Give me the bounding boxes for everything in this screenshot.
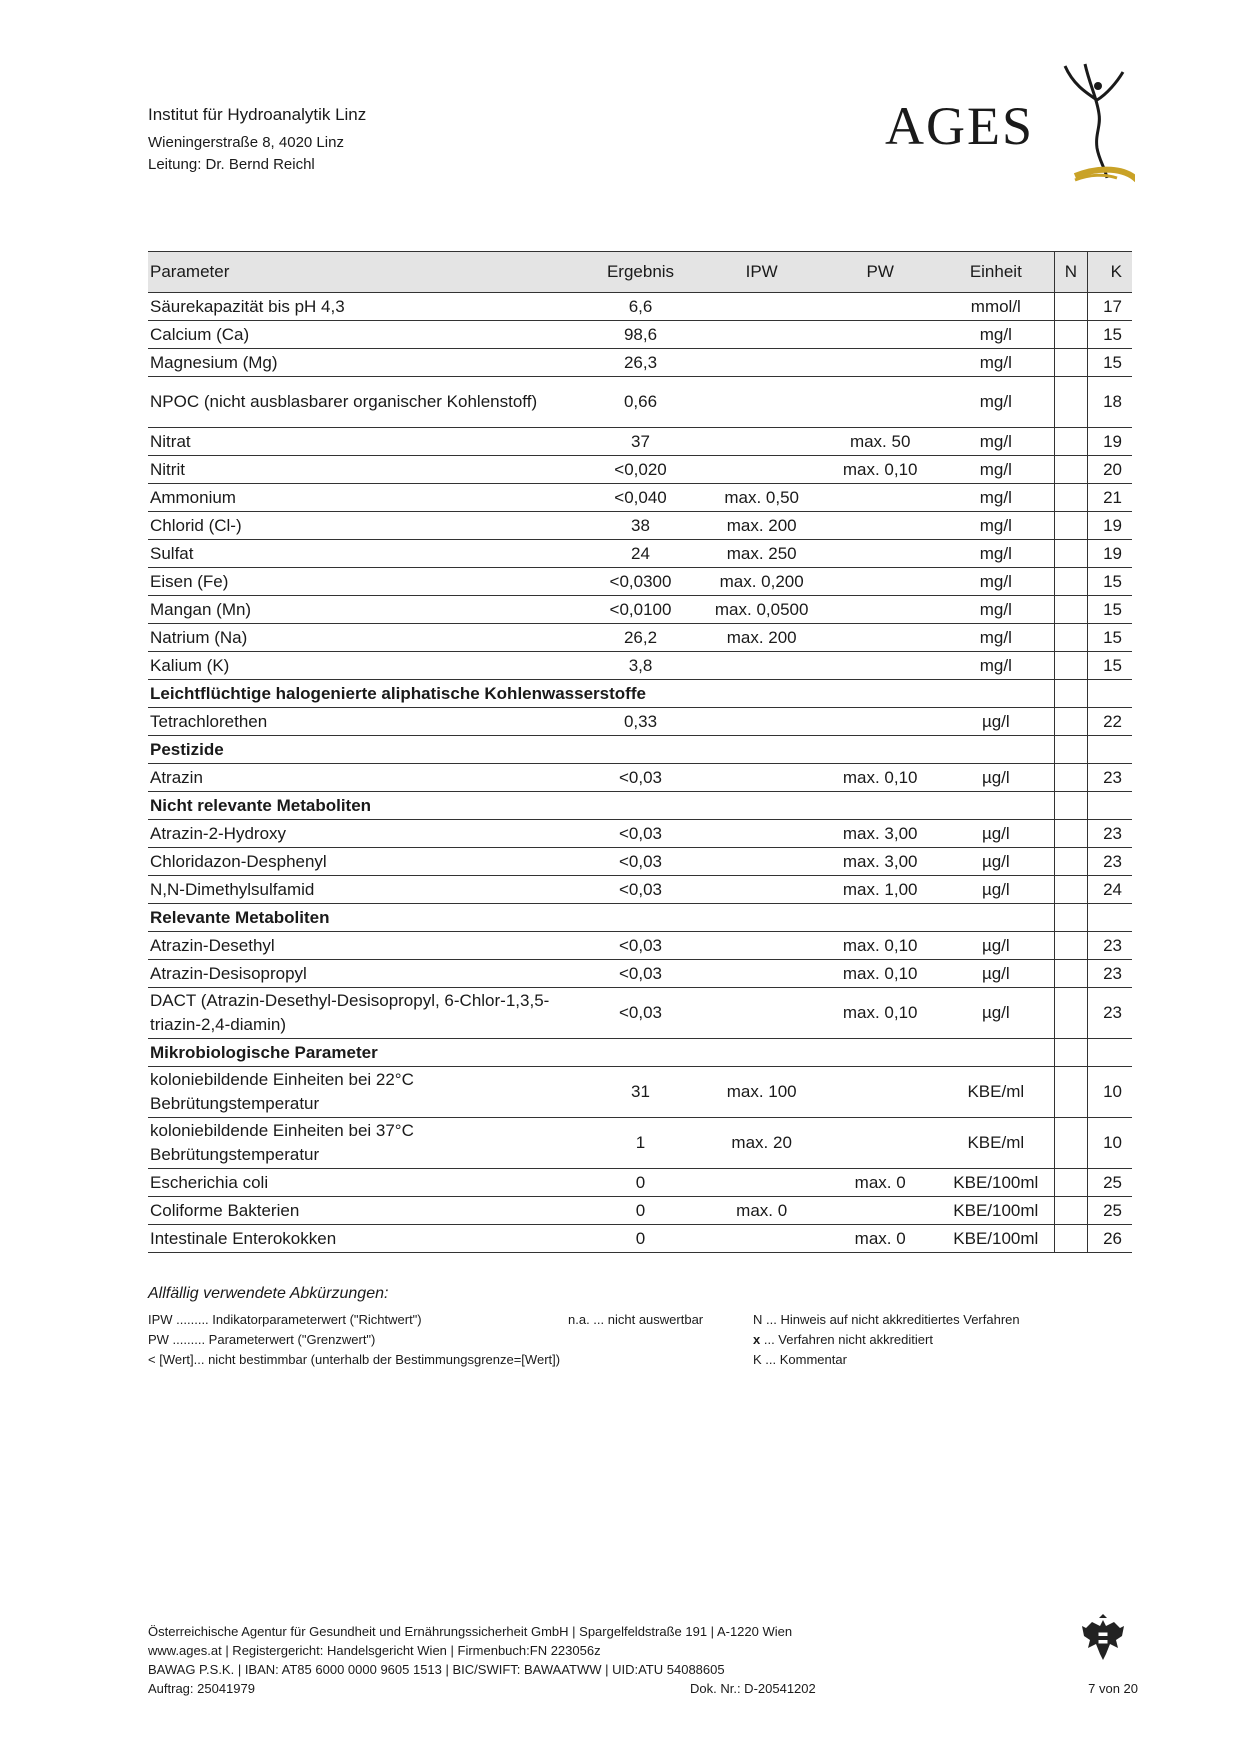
cell-n xyxy=(1054,1039,1088,1067)
cell-pw: max. 1,00 xyxy=(822,876,938,904)
cell-result: 0 xyxy=(580,1225,701,1253)
table-row xyxy=(148,876,1132,904)
footer-bank: BAWAG P.S.K. | IBAN: AT85 6000 0000 9605 1513 | BIC/SWIFT: BAWAATWW | UID:ATU 54088605 xyxy=(148,1662,725,1677)
section-title: Leichtflüchtige halogenierte aliphatische Kohlenwasserstoffe xyxy=(148,680,1054,708)
cell-k: 19 xyxy=(1088,512,1132,540)
cell-ipw: max. 0,50 xyxy=(701,484,822,512)
cell-unit: µg/l xyxy=(938,708,1054,736)
cell-unit: µg/l xyxy=(938,932,1054,960)
cell-parameter: DACT (Atrazin-Desethyl-Desisopropyl, 6-Chlor-1,3,5-triazin-2,4-diamin) xyxy=(148,988,580,1039)
cell-parameter: Atrazin-Desethyl xyxy=(148,932,580,960)
table-row xyxy=(148,596,1132,624)
table-row xyxy=(148,1067,1132,1118)
cell-unit: KBE/100ml xyxy=(938,1169,1054,1197)
cell-ipw xyxy=(701,428,822,456)
abbrev-na: n.a. ... nicht auswertbar xyxy=(568,1312,704,1327)
cell-parameter: Escherichia coli xyxy=(148,1169,580,1197)
cell-ipw xyxy=(701,1169,822,1197)
cell-n xyxy=(1054,764,1088,792)
cell-unit: mg/l xyxy=(938,321,1054,349)
cell-result: 1 xyxy=(580,1118,701,1169)
cell-ipw: max. 0,0500 xyxy=(701,596,822,624)
cell-k: 22 xyxy=(1088,708,1132,736)
cell-ipw: max. 250 xyxy=(701,540,822,568)
cell-ipw xyxy=(701,708,822,736)
cell-n xyxy=(1054,568,1088,596)
abbrev-n: N ... Hinweis auf nicht akkreditiertes Verfahren xyxy=(753,1312,1020,1327)
abbrev-x xyxy=(753,1330,1020,1350)
table-row xyxy=(148,652,1132,680)
column-header-n: N xyxy=(1054,252,1088,293)
cell-pw xyxy=(822,708,938,736)
abbrev-lt: < [Wert]... nicht bestimmbar (unterhalb der Bestimmungsgrenze=[Wert]) xyxy=(148,1352,561,1367)
cell-unit: KBE/100ml xyxy=(938,1225,1054,1253)
cell-n xyxy=(1054,321,1088,349)
cell-result: 31 xyxy=(580,1067,701,1118)
table-row xyxy=(148,349,1132,377)
cell-unit: mg/l xyxy=(938,624,1054,652)
cell-k: 15 xyxy=(1088,568,1132,596)
cell-n xyxy=(1054,484,1088,512)
column-header-parameter: Parameter xyxy=(148,252,580,293)
cell-ipw xyxy=(701,848,822,876)
cell-pw: max. 3,00 xyxy=(822,820,938,848)
cell-parameter: Tetrachlorethen xyxy=(148,708,580,736)
section-header-row xyxy=(148,792,1132,820)
cell-n xyxy=(1054,708,1088,736)
cell-pw xyxy=(822,596,938,624)
cell-k: 18 xyxy=(1088,377,1132,428)
cell-parameter: Eisen (Fe) xyxy=(148,568,580,596)
cell-ipw: max. 0,200 xyxy=(701,568,822,596)
section-title: Mikrobiologische Parameter xyxy=(148,1039,1054,1067)
cell-n xyxy=(1054,456,1088,484)
cell-k: 23 xyxy=(1088,764,1132,792)
cell-result: <0,03 xyxy=(580,932,701,960)
cell-k: 10 xyxy=(1088,1118,1132,1169)
cell-pw: max. 0,10 xyxy=(822,932,938,960)
ages-logo xyxy=(885,56,1135,206)
cell-k xyxy=(1088,904,1132,932)
footer-order: Auftrag: 25041979 xyxy=(148,1681,255,1696)
cell-result: <0,03 xyxy=(580,876,701,904)
cell-pw xyxy=(822,484,938,512)
table-row xyxy=(148,484,1132,512)
table-row xyxy=(148,1197,1132,1225)
letterhead xyxy=(148,104,366,176)
cell-parameter: Atrazin xyxy=(148,764,580,792)
cell-pw xyxy=(822,1118,938,1169)
table-row xyxy=(148,708,1132,736)
column-header-k: K xyxy=(1088,252,1132,293)
cell-result: <0,040 xyxy=(580,484,701,512)
cell-parameter: Intestinale Enterokokken xyxy=(148,1225,580,1253)
column-header-ipw: IPW xyxy=(701,252,822,293)
cell-n xyxy=(1054,820,1088,848)
cell-result: <0,0300 xyxy=(580,568,701,596)
cell-k xyxy=(1088,680,1132,708)
table-row xyxy=(148,568,1132,596)
cell-parameter: Mangan (Mn) xyxy=(148,596,580,624)
cell-ipw xyxy=(701,349,822,377)
cell-n xyxy=(1054,377,1088,428)
table-row xyxy=(148,540,1132,568)
cell-result: 98,6 xyxy=(580,321,701,349)
cell-result: <0,03 xyxy=(580,988,701,1039)
abbrev-x-mark: x xyxy=(753,1332,761,1347)
table-row xyxy=(148,377,1132,428)
table-row xyxy=(148,512,1132,540)
cell-n xyxy=(1054,1197,1088,1225)
cell-k xyxy=(1088,792,1132,820)
cell-pw xyxy=(822,321,938,349)
cell-unit: mg/l xyxy=(938,377,1054,428)
cell-pw: max. 3,00 xyxy=(822,848,938,876)
cell-parameter: Sulfat xyxy=(148,540,580,568)
cell-n xyxy=(1054,1169,1088,1197)
cell-pw xyxy=(822,1067,938,1118)
cell-unit: mg/l xyxy=(938,512,1054,540)
cell-k: 21 xyxy=(1088,484,1132,512)
cell-parameter: Natrium (Na) xyxy=(148,624,580,652)
table-row xyxy=(148,960,1132,988)
footer-company: Österreichische Agentur für Gesundheit und Ernährungssicherheit GmbH | Spargelfeldstraße 191 | A-1220 Wien xyxy=(148,1624,793,1639)
section-title: Nicht relevante Metaboliten xyxy=(148,792,1054,820)
cell-k: 10 xyxy=(1088,1067,1132,1118)
cell-pw xyxy=(822,540,938,568)
cell-k: 19 xyxy=(1088,540,1132,568)
cell-result: 0,66 xyxy=(580,377,701,428)
cell-ipw xyxy=(701,960,822,988)
cell-ipw xyxy=(701,932,822,960)
cell-result: 0,33 xyxy=(580,708,701,736)
column-header-pw: PW xyxy=(822,252,938,293)
column-header-unit: Einheit xyxy=(938,252,1054,293)
cell-k: 26 xyxy=(1088,1225,1132,1253)
cell-unit: µg/l xyxy=(938,820,1054,848)
cell-pw xyxy=(822,349,938,377)
cell-result: 38 xyxy=(580,512,701,540)
cell-ipw: max. 200 xyxy=(701,624,822,652)
cell-ipw xyxy=(701,377,822,428)
table-row xyxy=(148,1169,1132,1197)
cell-parameter: N,N-Dimethylsulfamid xyxy=(148,876,580,904)
cell-n xyxy=(1054,624,1088,652)
ages-logo-text: AGES xyxy=(885,96,1035,156)
abbreviations-legend xyxy=(148,1284,1128,1367)
cell-parameter: Ammonium xyxy=(148,484,580,512)
cell-result: 3,8 xyxy=(580,652,701,680)
cell-parameter: koloniebildende Einheiten bei 37°C Bebrütungstemperatur xyxy=(148,1118,580,1169)
page-number: 7 von 20 xyxy=(1088,1681,1138,1696)
cell-n xyxy=(1054,960,1088,988)
cell-ipw: max. 0 xyxy=(701,1197,822,1225)
abbrev-k: K ... Kommentar xyxy=(753,1352,847,1367)
cell-pw xyxy=(822,1197,938,1225)
results-table xyxy=(148,251,1132,1253)
cell-pw: max. 0 xyxy=(822,1169,938,1197)
cell-unit: KBE/ml xyxy=(938,1067,1054,1118)
cell-pw: max. 50 xyxy=(822,428,938,456)
table-row xyxy=(148,820,1132,848)
cell-k: 17 xyxy=(1088,293,1132,321)
cell-unit: mg/l xyxy=(938,652,1054,680)
section-header-row xyxy=(148,904,1132,932)
cell-ipw: max. 100 xyxy=(701,1067,822,1118)
cell-result: <0,03 xyxy=(580,820,701,848)
cell-ipw xyxy=(701,876,822,904)
cell-ipw xyxy=(701,652,822,680)
cell-unit: KBE/100ml xyxy=(938,1197,1054,1225)
cell-ipw xyxy=(701,456,822,484)
abbrev-pw: PW ......... Parameterwert ("Grenzwert") xyxy=(148,1332,376,1347)
cell-unit: mg/l xyxy=(938,568,1054,596)
cell-result: 26,2 xyxy=(580,624,701,652)
cell-unit: µg/l xyxy=(938,988,1054,1039)
cell-ipw: max. 200 xyxy=(701,512,822,540)
institute-name: Institut für Hydroanalytik Linz xyxy=(148,105,367,124)
cell-pw: max. 0,10 xyxy=(822,764,938,792)
cell-k: 15 xyxy=(1088,596,1132,624)
cell-result: 24 xyxy=(580,540,701,568)
cell-n xyxy=(1054,792,1088,820)
cell-parameter: Nitrit xyxy=(148,456,580,484)
table-row xyxy=(148,293,1132,321)
cell-ipw xyxy=(701,988,822,1039)
cell-n xyxy=(1054,680,1088,708)
cell-unit: mmol/l xyxy=(938,293,1054,321)
cell-n xyxy=(1054,293,1088,321)
cell-n xyxy=(1054,932,1088,960)
cell-parameter: Atrazin-Desisopropyl xyxy=(148,960,580,988)
cell-unit: mg/l xyxy=(938,456,1054,484)
cell-n xyxy=(1054,848,1088,876)
table-row xyxy=(148,428,1132,456)
cell-parameter: NPOC (nicht ausblasbarer organischer Kohlenstoff) xyxy=(148,377,580,428)
cell-unit: mg/l xyxy=(938,428,1054,456)
section-header-row xyxy=(148,680,1132,708)
cell-k: 15 xyxy=(1088,652,1132,680)
table-row xyxy=(148,321,1132,349)
cell-k: 15 xyxy=(1088,349,1132,377)
cell-n xyxy=(1054,540,1088,568)
section-title: Relevante Metaboliten xyxy=(148,904,1054,932)
cell-ipw xyxy=(701,820,822,848)
table-row xyxy=(148,456,1132,484)
austrian-eagle-icon xyxy=(1080,1614,1126,1664)
abbrev-x-text: ... Verfahren nicht akkreditiert xyxy=(760,1332,933,1347)
cell-result: <0,03 xyxy=(580,764,701,792)
cell-result: 26,3 xyxy=(580,349,701,377)
cell-n xyxy=(1054,349,1088,377)
cell-parameter: Calcium (Ca) xyxy=(148,321,580,349)
abbrev-ipw: IPW ......... Indikatorparameterwert ("Richtwert") xyxy=(148,1312,422,1327)
cell-n xyxy=(1054,876,1088,904)
cell-k xyxy=(1088,1039,1132,1067)
cell-n xyxy=(1054,428,1088,456)
cell-k: 23 xyxy=(1088,960,1132,988)
cell-k: 25 xyxy=(1088,1197,1132,1225)
cell-unit: KBE/ml xyxy=(938,1118,1054,1169)
table-row xyxy=(148,1225,1132,1253)
cell-unit: mg/l xyxy=(938,540,1054,568)
cell-k: 19 xyxy=(1088,428,1132,456)
column-header-result: Ergebnis xyxy=(580,252,701,293)
cell-unit: µg/l xyxy=(938,960,1054,988)
cell-parameter: Chloridazon-Desphenyl xyxy=(148,848,580,876)
cell-k: 24 xyxy=(1088,876,1132,904)
footer-doc-number: Dok. Nr.: D-20541202 xyxy=(690,1681,816,1696)
cell-k: 25 xyxy=(1088,1169,1132,1197)
cell-unit: mg/l xyxy=(938,484,1054,512)
cell-k: 23 xyxy=(1088,820,1132,848)
table-row xyxy=(148,764,1132,792)
cell-parameter: Magnesium (Mg) xyxy=(148,349,580,377)
cell-pw: max. 0,10 xyxy=(822,988,938,1039)
cell-result: 6,6 xyxy=(580,293,701,321)
cell-parameter: koloniebildende Einheiten bei 22°C Bebrütungstemperatur xyxy=(148,1067,580,1118)
cell-ipw xyxy=(701,764,822,792)
cell-unit: mg/l xyxy=(938,349,1054,377)
table-row xyxy=(148,1118,1132,1169)
cell-parameter: Coliforme Bakterien xyxy=(148,1197,580,1225)
cell-unit: µg/l xyxy=(938,876,1054,904)
cell-ipw xyxy=(701,1225,822,1253)
cell-unit: mg/l xyxy=(938,596,1054,624)
cell-pw: max. 0,10 xyxy=(822,960,938,988)
table-row xyxy=(148,988,1132,1039)
cell-ipw xyxy=(701,321,822,349)
cell-parameter: Säurekapazität bis pH 4,3 xyxy=(148,293,580,321)
cell-k: 23 xyxy=(1088,932,1132,960)
cell-result: <0,03 xyxy=(580,848,701,876)
footer-register: www.ages.at | Registergericht: Handelsgericht Wien | Firmenbuch:FN 223056z xyxy=(148,1643,601,1658)
cell-ipw xyxy=(701,293,822,321)
cell-pw xyxy=(822,624,938,652)
cell-n xyxy=(1054,1225,1088,1253)
cell-k xyxy=(1088,736,1132,764)
cell-n xyxy=(1054,512,1088,540)
cell-pw xyxy=(822,377,938,428)
cell-n xyxy=(1054,652,1088,680)
abbreviations-title: Allfällig verwendete Abkürzungen: xyxy=(148,1285,389,1302)
cell-pw xyxy=(822,293,938,321)
table-row xyxy=(148,624,1132,652)
section-header-row xyxy=(148,736,1132,764)
institute-management: Leitung: Dr. Bernd Reichl xyxy=(148,156,315,173)
institute-address: Wieningerstraße 8, 4020 Linz xyxy=(148,134,344,151)
cell-pw xyxy=(822,652,938,680)
cell-parameter: Atrazin-2-Hydroxy xyxy=(148,820,580,848)
cell-pw: max. 0 xyxy=(822,1225,938,1253)
cell-k: 23 xyxy=(1088,988,1132,1039)
cell-n xyxy=(1054,904,1088,932)
cell-parameter: Chlorid (Cl-) xyxy=(148,512,580,540)
cell-n xyxy=(1054,1118,1088,1169)
cell-n xyxy=(1054,988,1088,1039)
cell-unit: µg/l xyxy=(938,764,1054,792)
cell-n xyxy=(1054,596,1088,624)
section-title: Pestizide xyxy=(148,736,1054,764)
page-footer xyxy=(148,1622,1138,1698)
cell-k: 20 xyxy=(1088,456,1132,484)
cell-pw xyxy=(822,568,938,596)
cell-pw: max. 0,10 xyxy=(822,456,938,484)
cell-result: 0 xyxy=(580,1169,701,1197)
cell-result: 37 xyxy=(580,428,701,456)
cell-result: <0,020 xyxy=(580,456,701,484)
table-row xyxy=(148,932,1132,960)
cell-pw xyxy=(822,512,938,540)
cell-n xyxy=(1054,736,1088,764)
cell-ipw: max. 20 xyxy=(701,1118,822,1169)
cell-k: 15 xyxy=(1088,321,1132,349)
cell-k: 23 xyxy=(1088,848,1132,876)
cell-result: <0,03 xyxy=(580,960,701,988)
cell-k: 15 xyxy=(1088,624,1132,652)
cell-result: 0 xyxy=(580,1197,701,1225)
section-header-row xyxy=(148,1039,1132,1067)
cell-parameter: Kalium (K) xyxy=(148,652,580,680)
cell-n xyxy=(1054,1067,1088,1118)
cell-parameter: Nitrat xyxy=(148,428,580,456)
table-header-row xyxy=(148,252,1132,293)
cell-unit: µg/l xyxy=(938,848,1054,876)
table-row xyxy=(148,848,1132,876)
cell-result: <0,0100 xyxy=(580,596,701,624)
